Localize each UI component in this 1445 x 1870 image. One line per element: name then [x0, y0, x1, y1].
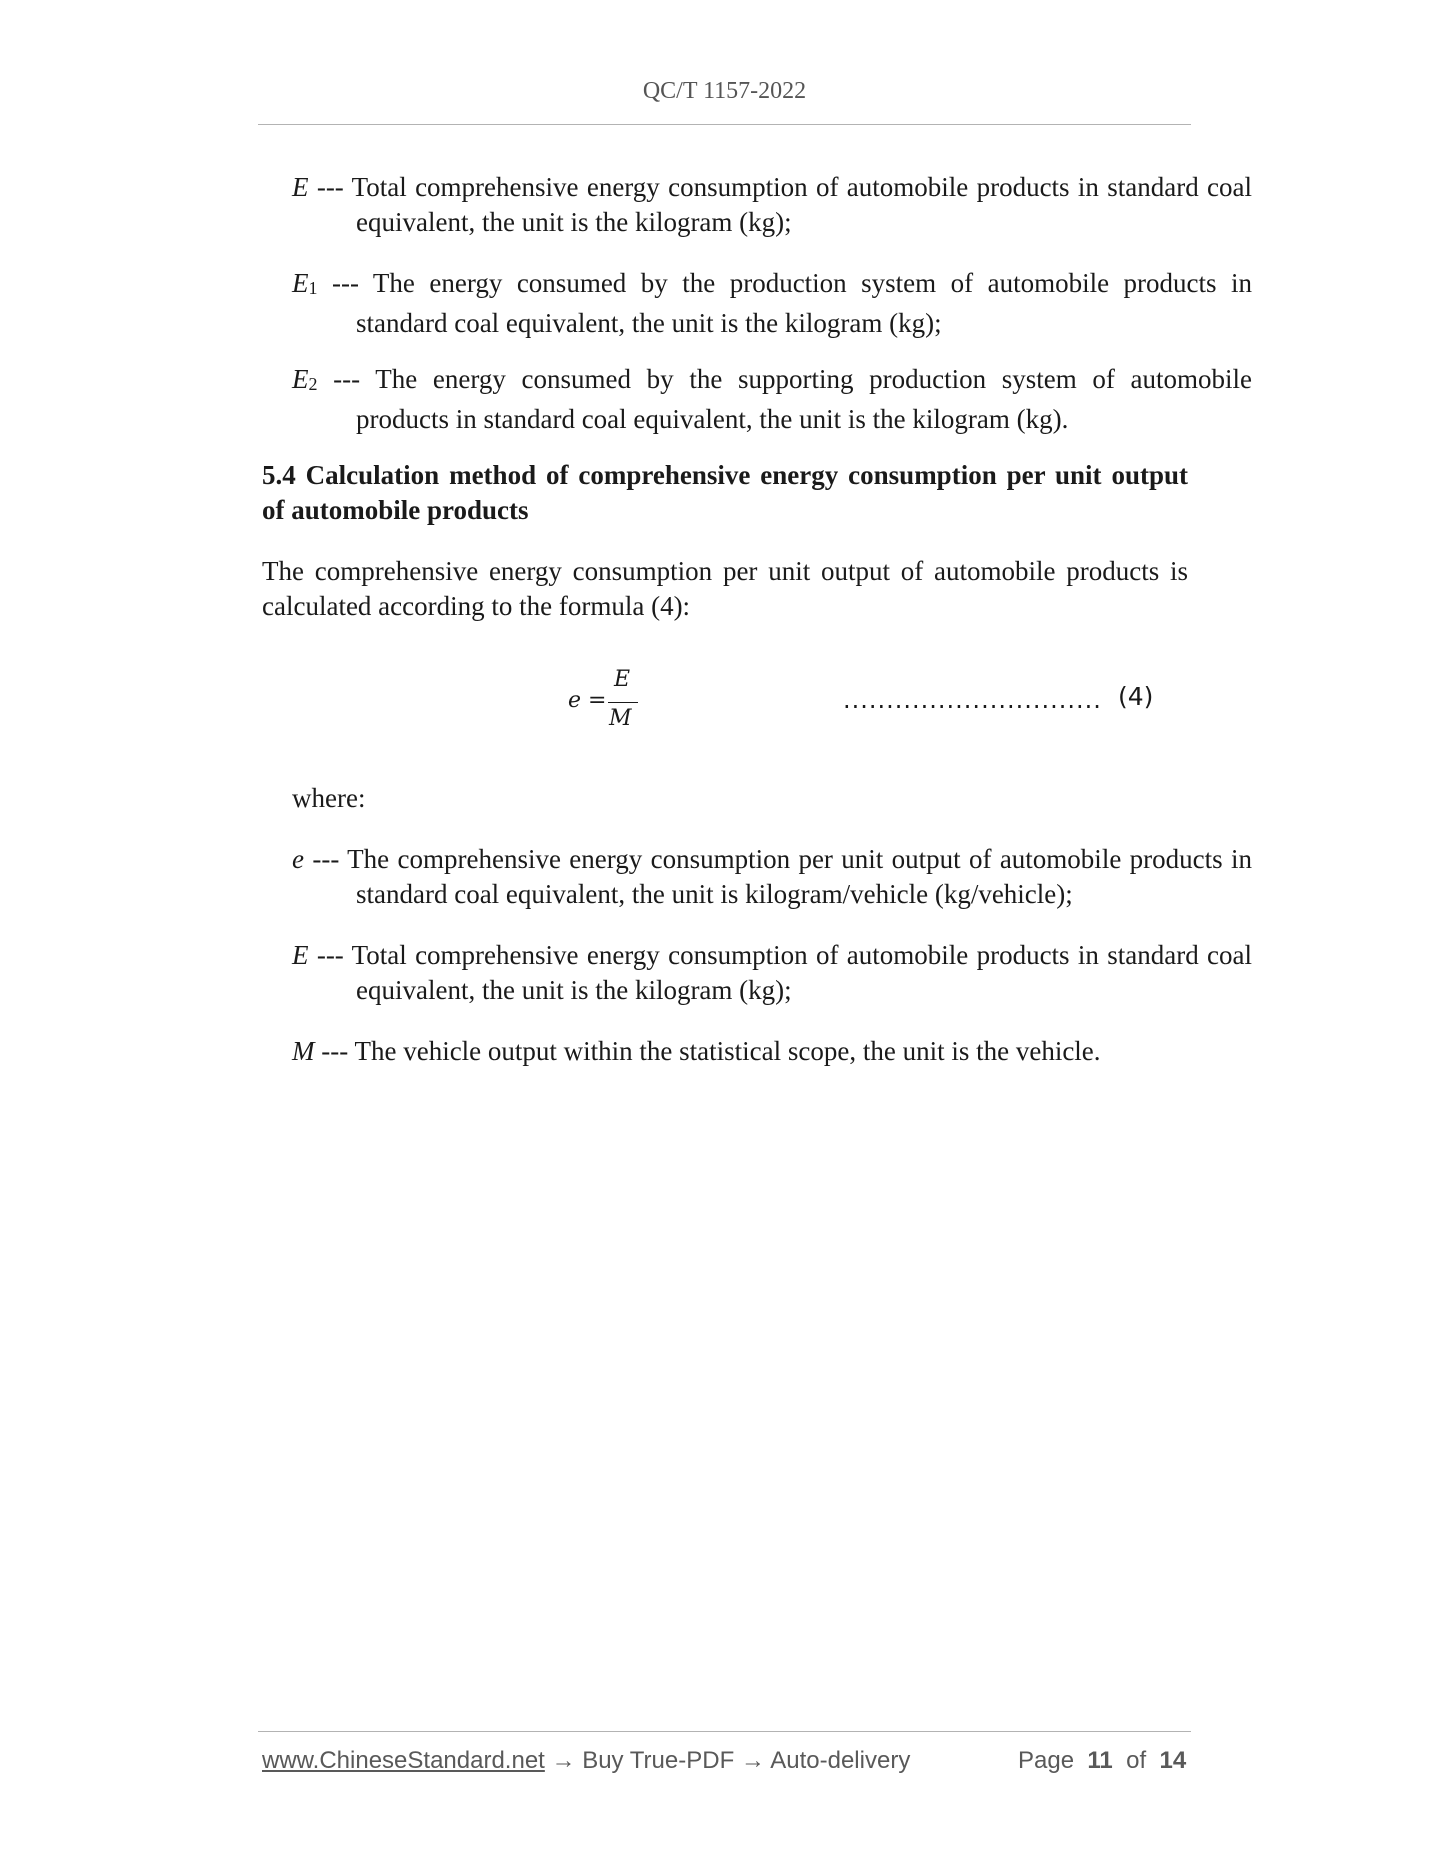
- page-current: 11: [1087, 1747, 1113, 1774]
- definition-text: --- The vehicle output within the statistical scope, the unit is the vehicle.: [314, 1036, 1101, 1066]
- arrow-icon: →: [734, 1747, 771, 1774]
- definition-E1: [292, 266, 1252, 341]
- section-heading: 5.4 Calculation method of comprehensive energy consumption per unit output of automobile products: [262, 460, 1188, 525]
- symbol-E2: $E_2$: [292, 364, 318, 394]
- fraction-bar: [608, 702, 638, 703]
- symbol-E: E: [292, 172, 309, 202]
- definition-e: [292, 842, 1252, 912]
- definition-text: --- Total comprehensive energy consumption of automobile products in standard coal equivalent, the unit is the kilogram (kg);: [308, 940, 1252, 1005]
- section-intro: The comprehensive energy consumption per unit output of automobile products is calculated according to the formula (4):: [262, 556, 1188, 621]
- footer-rule: [258, 1731, 1191, 1732]
- symbol-E: E: [292, 940, 309, 970]
- formula-number: (4): [1118, 682, 1154, 711]
- definition-text: --- Total comprehensive energy consumption of automobile products in standard coal equivalent, the unit is the kilogram (kg);: [308, 172, 1252, 237]
- formula-leader-dots: ..............................: [843, 686, 1102, 714]
- symbol-E1: $E_1$: [292, 268, 318, 298]
- page-label: Page: [1018, 1747, 1075, 1774]
- definition-M: [292, 1034, 1252, 1069]
- definition-E: [292, 938, 1252, 1008]
- site-link[interactable]: www.ChineseStandard.net: [262, 1747, 545, 1774]
- page-indicator: [1018, 1747, 1186, 1775]
- formula-numerator: E: [614, 667, 631, 692]
- definition-text: --- The energy consumed by the supporting production system of automobile products in standard coal equivalent, the unit is the kilogram (kg).: [317, 364, 1252, 434]
- where-label: where:: [292, 783, 366, 813]
- symbol-e: e: [292, 844, 304, 874]
- symbol-M: M: [292, 1036, 315, 1066]
- definition-E-total: [292, 170, 1252, 240]
- header-rule: [258, 124, 1191, 125]
- formula-denominator: M: [609, 706, 632, 731]
- formula-lhs: e =: [568, 688, 607, 713]
- arrow-icon: →: [544, 1747, 583, 1774]
- of-label: of: [1126, 1747, 1147, 1774]
- page-total: 14: [1159, 1747, 1187, 1774]
- definition-E2: [292, 362, 1252, 437]
- definition-text: --- The comprehensive energy consumption per unit output of automobile products in standard coal equivalent, the unit is kilogram/vehicle (kg/vehicle);: [303, 844, 1252, 909]
- auto-delivery-text: Auto-delivery: [770, 1747, 911, 1774]
- buy-pdf-text: Buy True-PDF: [582, 1747, 735, 1774]
- footer-links: [262, 1747, 910, 1775]
- document-code-header: QC/T 1157-2022: [642, 78, 807, 104]
- definition-text: --- The energy consumed by the production system of automobile products in standard coal equivalent, the unit is the kilogram (kg);: [317, 268, 1252, 338]
